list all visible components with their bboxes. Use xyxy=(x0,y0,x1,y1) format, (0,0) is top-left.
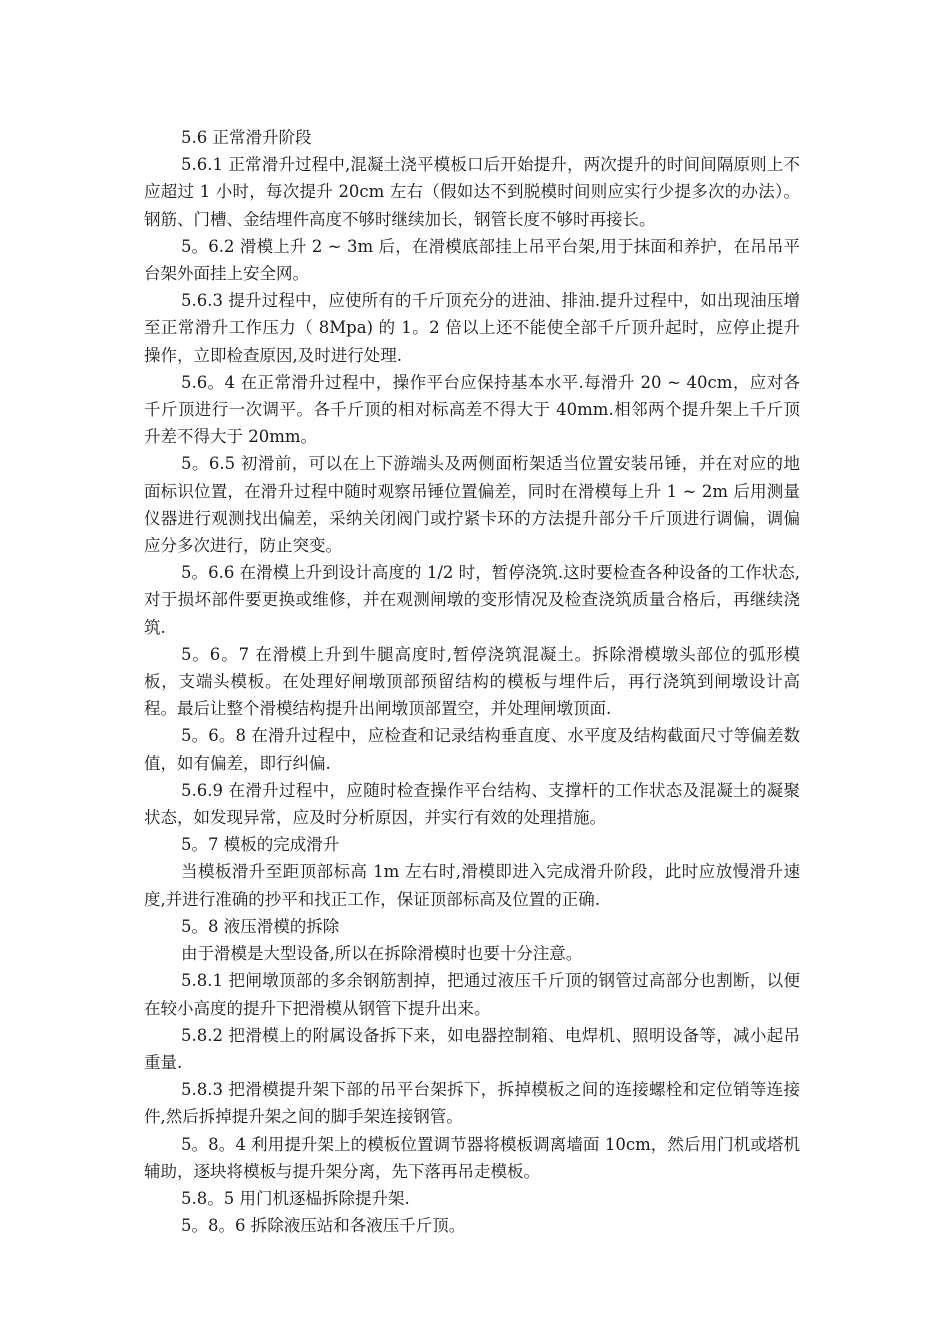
paragraph-5-6-1: 5.6.1 正常滑升过程中,混凝土浇平模板口后开始提升，两次提升的时间间隔原则上不应超过 1 小时，每次提升 20cm 左右（假如达不到脱模时间则应实行少提多次的办法）。钢筋、门槽、金结埋件高度不够时继续加长，钢管长度不够时再接长。 xyxy=(144,155,800,229)
document-page xyxy=(144,124,800,1239)
section-heading-5-6: 5.6 正常滑升阶段 xyxy=(181,128,312,147)
paragraph-5-7-body: 当模板滑升至距顶部标高 1m 左右时,滑模即进入完成滑升阶段，此时应放慢滑升速度,并进行准确的抄平和找正工作，保证顶部标高及位置的正确. xyxy=(144,862,800,909)
paragraph-5-8-1: 5.8.1 把闸墩顶部的多余钢筋割掉，把通过液压千斤顶的钢管过高部分也割断，以便在较小高度的提升下把滑模从钢管下提升出来。 xyxy=(144,971,800,1018)
paragraph-5-6-6: 5。6.6 在滑模上升到设计高度的 1/2 时，暂停浇筑.这时要检查各种设备的工作状态,对于损坏部件要更换或维修，并在观测闸墩的变形情况及检查浇筑质量合格后，再继续浇筑. xyxy=(144,563,800,637)
paragraph-5-6-7: 5。6。7 在滑模上升到牛腿高度时,暂停浇筑混凝土。拆除滑模墩头部位的弧形模板，支端头模板。在处理好闸墩顶部预留结构的模板与埋件后，再行浇筑到闸墩设计高程。最后让整个滑模结构提升出闸墩顶部置空，并处理闸墩顶面. xyxy=(144,644,800,719)
section-heading-5-8: 5。8 液压滑模的拆除 xyxy=(181,916,340,936)
paragraph-5-6-9: 5.6.9 在滑升过程中，应随时检查操作平台结构、支撑杆的工作状态及混凝土的凝聚状态，如发现异常，应及时分析原因，并实行有效的处理措施。 xyxy=(144,780,800,828)
paragraph-5-8-2: 5.8.2 把滑模上的附属设备拆下来，如电器控制箱、电焊机、照明设备等，减小起吊重量. xyxy=(144,1025,800,1072)
paragraph-5-6-8: 5。6。8 在滑升过程中，应检查和记录结构垂直度、水平度及结构截面尺寸等偏差数值，如有偏差，即行纠偏. xyxy=(144,726,800,773)
paragraph-5-8-3: 5.8.3 把滑模提升架下部的吊平台架拆下，拆掉模板之间的连接螺栓和定位销等连接件,然后拆掉提升架之间的脚手架连接钢管。 xyxy=(144,1080,800,1127)
paragraph-5-6-5: 5。6.5 初滑前，可以在上下游端头及两侧面桁架适当位置安装吊锤，并在对应的地面标识位置，在滑升过程中随时观察吊锤位置偏差，同时在滑模每上升 1 ~ 2m 后用测量仪器进行观测找出偏差，采纳关闭阀门或拧紧卡环的方法提升部分千斤顶进行调偏，调偏应分多次进行，防止突变。 xyxy=(144,454,800,556)
paragraph-5-6-3: 5.6.3 提升过程中，应使所有的千斤顶充分的进油、排油.提升过程中，如出现油压增至正常滑升工作压力（ 8Mpa) 的 1。2 倍以上还不能使全部千斤顶升起时，应停止提升操作，立即检查原因,及时进行处理. xyxy=(144,291,800,365)
paragraph-5-8-intro: 由于滑模是大型设备,所以在拆除滑模时也要十分注意。 xyxy=(181,944,583,964)
paragraph-5-8-6: 5。8。6 拆除液压站和各液压千斤顶。 xyxy=(181,1216,466,1236)
paragraph-5-8-4: 5。8。4 利用提升架上的模板位置调节器将模板调离墙面 10cm，然后用门机或塔机辅助，逐块将模板与提升架分离，先下落再吊走模板。 xyxy=(144,1134,800,1181)
paragraph-5-6-2: 5。6.2 滑模上升 2 ~ 3m 后，在滑模底部挂上吊平台架,用于抹面和养护，在吊吊平台架外面挂上安全网。 xyxy=(144,236,800,284)
paragraph-5-8-5: 5.8。5 用门机逐榀拆除提升架. xyxy=(181,1188,410,1208)
section-heading-5-7: 5。7 模板的完成滑升 xyxy=(181,835,340,855)
paragraph-5-6-4: 5.6。4 在正常滑升过程中，操作平台应保持基本水平.每滑升 20 ~ 40cm，应对各千斤顶进行一次调平。各千斤顶的相对标高差不得大于 40mm.相邻两个提升架上千斤顶升差不得大于 20mm。 xyxy=(144,372,800,447)
